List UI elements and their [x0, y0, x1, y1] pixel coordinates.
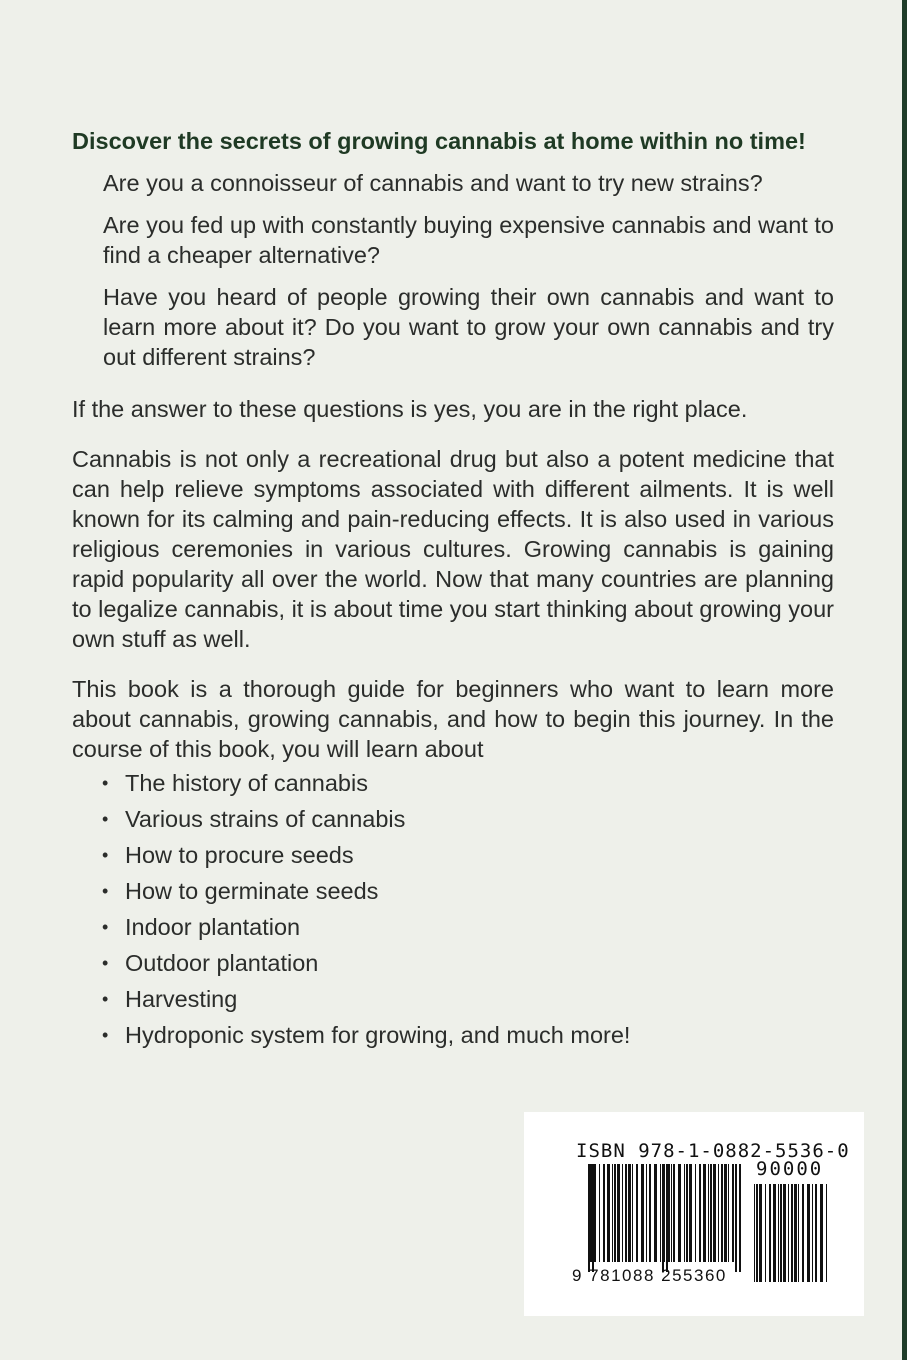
barcode-bar	[641, 1164, 644, 1262]
barcode-bar	[678, 1164, 681, 1262]
barcode-bar	[622, 1164, 623, 1262]
barcode-bar	[773, 1184, 776, 1282]
barcode-bar	[612, 1164, 613, 1262]
barcode-bar	[798, 1184, 799, 1282]
barcode-bar	[788, 1184, 789, 1282]
price-code: 90000	[756, 1158, 824, 1180]
guide-paragraph: This book is a thorough guide for beginners who want to learn more about cannabis, growing cannabis, and how to begin this journey. In the course of this book, you will learn about	[72, 676, 834, 762]
list-item	[102, 948, 834, 978]
bullet-icon: •	[102, 881, 109, 901]
barcode-bar	[765, 1184, 766, 1282]
barcode-bar	[754, 1184, 755, 1282]
barcode-bar	[625, 1164, 627, 1262]
list-item	[102, 804, 834, 834]
list-item	[102, 768, 834, 798]
barcode-bar	[815, 1184, 817, 1282]
headline: Discover the secrets of growing cannabis at home within no time!	[72, 128, 806, 154]
topic-text: Outdoor plantation	[125, 950, 319, 976]
topics-list	[72, 768, 834, 1050]
barcode-bar	[791, 1184, 793, 1282]
barcode-bar	[671, 1164, 672, 1262]
barcode-bar	[708, 1164, 709, 1262]
list-item	[102, 840, 834, 870]
barcode-bar	[617, 1164, 620, 1262]
answer-line: If the answer to these questions is yes, you are in the right place.	[72, 396, 748, 422]
barcode-bar	[590, 1164, 592, 1262]
barcode-bar	[646, 1164, 647, 1262]
barcode-bar	[695, 1164, 696, 1262]
barcode-guard-bar	[739, 1164, 741, 1272]
bullet-icon: •	[102, 917, 109, 937]
barcode-bar	[820, 1184, 823, 1282]
barcode-bar	[703, 1164, 706, 1262]
topic-text: How to procure seeds	[125, 842, 354, 868]
barcode-bar	[780, 1184, 782, 1282]
bullet-icon: •	[102, 845, 109, 865]
barcode-guard-bar	[588, 1164, 590, 1272]
list-item	[102, 1020, 834, 1050]
about-paragraph: Cannabis is not only a recreational drug but also a potent medicine that can help relieve symptoms associated with different ailments. It is well known for its calming and pain-reducing effects. It is also used in various religious ceremonies in various cultures. Growing cannabis is gaining rapid popularity all over the world. Now that many countries are planning to legalize cannabis, it is about time you start thinking about growing your own stuff as well.	[72, 446, 834, 652]
barcode-bar	[628, 1164, 631, 1262]
barcode-bar	[794, 1184, 797, 1282]
topic-text: How to germinate seeds	[125, 878, 379, 904]
barcode-bar	[732, 1164, 734, 1262]
question-3: Have you heard of people growing their own cannabis and want to learn more about it? Do you want to grow your own cannabis and try out different strains?	[103, 284, 834, 370]
barcode-bar	[802, 1184, 804, 1282]
isbn-label: ISBN 978-1-0882-5536-0	[576, 1140, 850, 1162]
topic-text: Various strains of cannabis	[125, 806, 406, 832]
topic-text: The history of cannabis	[125, 770, 368, 796]
barcode-bar	[812, 1184, 813, 1282]
spine-edge	[902, 0, 907, 1360]
question-2: Are you fed up with constantly buying expensive cannabis and want to find a cheaper alternative?	[103, 212, 834, 268]
topic-text: Harvesting	[125, 986, 238, 1012]
barcode-guard-bar	[666, 1164, 668, 1272]
bullet-icon: •	[102, 1025, 109, 1045]
barcode-bar	[684, 1164, 685, 1262]
ean-digits: 9 781088 255360	[572, 1266, 727, 1285]
barcode-guard-bar	[662, 1164, 664, 1272]
list-item	[102, 876, 834, 906]
barcode-bar	[826, 1184, 827, 1282]
barcode-bar	[713, 1164, 716, 1262]
barcode-bar	[756, 1184, 758, 1282]
barcode-bar	[599, 1164, 600, 1262]
barcode-bar	[807, 1184, 810, 1282]
list-item	[102, 984, 834, 1014]
barcode-guard-bar	[735, 1164, 737, 1272]
barcode-bar	[632, 1164, 633, 1262]
barcode-bar	[724, 1164, 727, 1262]
bullet-icon: •	[102, 989, 109, 1009]
barcode-bar	[728, 1164, 729, 1262]
barcode-bar	[654, 1164, 657, 1262]
barcode-bar	[759, 1184, 762, 1282]
isbn-barcode-box	[524, 1112, 864, 1316]
barcode-bar	[636, 1164, 638, 1262]
barcode-bar	[721, 1164, 723, 1262]
bullet-icon: •	[102, 953, 109, 973]
barcode-bar	[710, 1164, 712, 1262]
back-cover-text	[72, 126, 834, 1056]
barcode-bar	[603, 1164, 605, 1262]
barcode-bar	[607, 1164, 610, 1262]
barcode-bar	[689, 1164, 692, 1262]
barcode-bar	[660, 1164, 661, 1262]
barcode-guard-bar	[592, 1164, 594, 1272]
question-1: Are you a connoisseur of cannabis and want to try new strains?	[103, 170, 763, 196]
barcode-bar	[614, 1164, 616, 1262]
barcode-bar	[783, 1184, 786, 1282]
bullet-icon: •	[102, 773, 109, 793]
list-item	[102, 912, 834, 942]
topic-text: Hydroponic system for growing, and much more!	[125, 1022, 631, 1048]
bullet-icon: •	[102, 809, 109, 829]
barcode-bar	[649, 1164, 651, 1262]
topic-text: Indoor plantation	[125, 914, 301, 940]
barcode-bar	[699, 1164, 701, 1262]
barcode-bar	[769, 1184, 771, 1282]
barcode-bar	[778, 1184, 779, 1282]
barcode-bar	[673, 1164, 675, 1262]
barcode-bar	[718, 1164, 719, 1262]
barcode-bar	[686, 1164, 688, 1262]
